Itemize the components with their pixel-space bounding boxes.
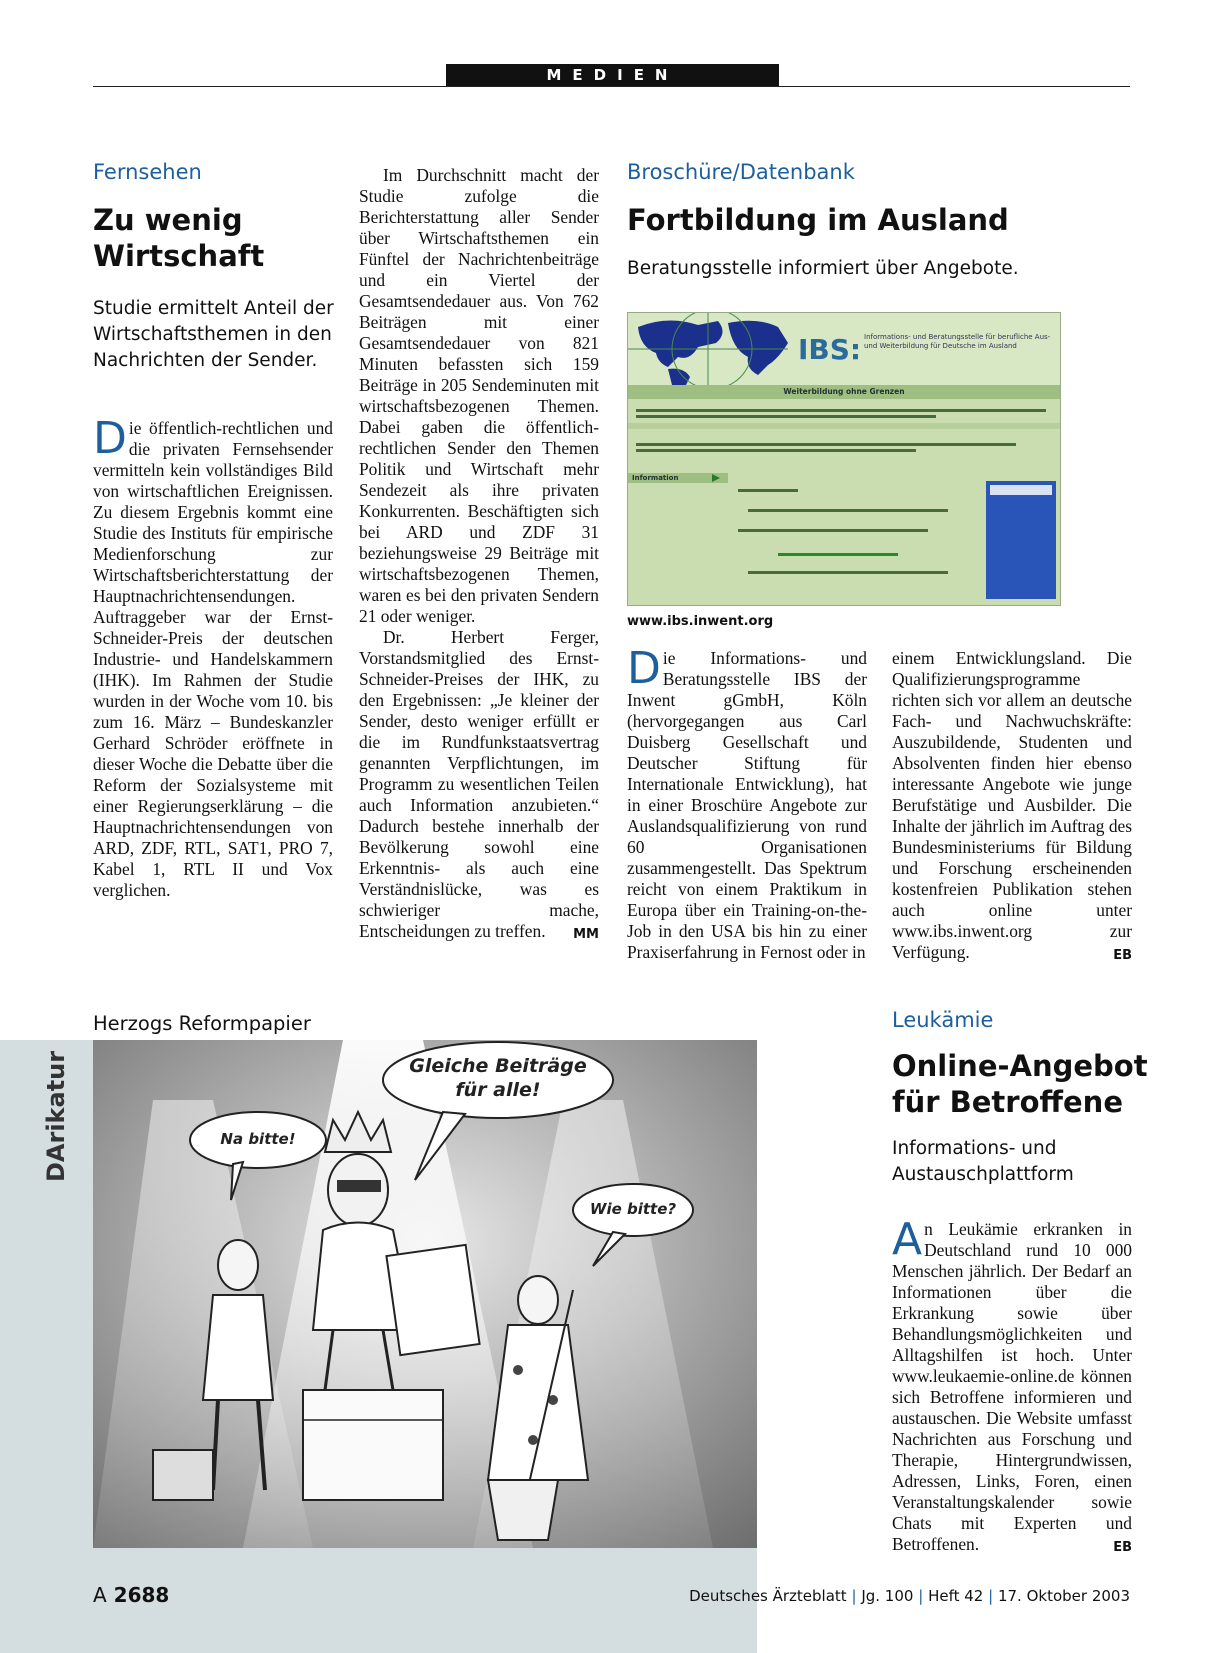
article1-column1 [93, 413, 333, 901]
article2-signature: EB [1113, 948, 1132, 963]
footer-info: Deutsches Ärzteblatt | Jg. 100 | Heft 42 | 17. Oktober 2003 [689, 1587, 1130, 1605]
article1-col2-para1: Im Durchschnitt macht der Studie zufolge die Berichterstattung aller Sender über Wirtschaftsthemen ein Fünftel der Nachrichtenbeiträge und ein Viertel der Gesamtsendedauer aus. Von 762 Beiträgen mit einer Gesamtsendedauer von 821 Minuten befassten sich 159 Beiträge in 205 Sendeminuten mit wirtschaftsbezogenen Themen. Dabei gaben die öffentlich-rechtlichen Sender den Themen Politik und Wirtschaft mehr Sendezeit als ihre privaten Konkurrenten. Beschäftigten sich bei ARD und ZDF 31 beziehungsweise 29 Beiträge mit wirtschaftsbezogenen Themen, waren es bei den privaten Sendern 21 oder weniger. [359, 165, 599, 626]
article2-column1 [627, 643, 867, 963]
cartoon-title: Herzogs Reformpapier [93, 1012, 311, 1035]
article3-headline [892, 1048, 1148, 1120]
header-rule [93, 86, 1130, 87]
article3-text [892, 1214, 1132, 1555]
bubble-center-text: Gleiche Beiträge für alle! [409, 1055, 587, 1101]
footer-volume: Jg. 100 [861, 1587, 914, 1605]
article3-signature: EB [1113, 1540, 1132, 1555]
darikatur-logo [40, 1050, 80, 1182]
article1-col1-text: ie öffentlich-rechtlichen und die privaten Fernsehsender vermitteln kein vollständiges Bild von wirtschaftlichen Ereignissen. Zu diesem Ergebnis kommt eine Studie des Instituts für empirische Medienforschung zur Wirtschaftsberichterstattung der Hauptnachrichtensendungen. Auftraggeber war der Ernst-Schneider-Preis der deutschen Industrie- und Handelskammern (IHK). Im Rahmen der Studie wurden in der Woche vom 10. bis zum 16. März – Bundeskanzler Gerhard Schröder eröffnete in dieser Woche die Debatte über die Reform der Sozialsysteme mit einer Regierungserklärung – die Hauptnachrichtensendungen von ARD, ZDF, RTL, SAT1, PRO 7, Kabel 1, RTL II und Vox verglichen. [93, 418, 333, 900]
footer-journal: Deutsches Ärzteblatt [689, 1587, 847, 1605]
bubble-left-text: Na bitte! [220, 1130, 296, 1148]
article3-dropcap: A [892, 1214, 923, 1265]
ibs-banner: Weiterbildung ohne Grenzen [783, 387, 905, 396]
article3-headline-line2: für Betroffene [892, 1085, 1123, 1119]
ibs-tagline: Informations- und Beratungsstelle für berufliche Aus- und Weiterbildung für Deutsche im Ausland [864, 333, 1051, 350]
article3-kicker: Leukämie [892, 1008, 994, 1032]
article3-text-body: n Leukämie erkranken in Deutschland rund 10 000 Menschen jährlich. Der Bedarf an Informationen über die Erkrankung sowie über Behandlungsmöglichkeiten und Alltagshilfen ist hoch. Unter www.leukaemie-online.de können sich Betroffene informieren und austauschen. Die Website umfasst Nachrichten aus Forschung und Therapie, Hintergrundwissen, Adressen, Links, Foren, einen Veranstaltungskalender sowie Chats mit Experten und Betroffenen. [892, 1219, 1132, 1554]
article1-signature: MM [573, 927, 599, 942]
article2-column2 [892, 648, 1132, 966]
article2-col2-text-body: einem Entwicklungsland. Die Qualifizierungsprogramme richten sich vor allem an deutsche Fach- und Nachwuchskräfte: Auszubildende, Studenten und Absolventen finden hier ebenso interessante Angebote wie junge Berufstätige und Ausbilder. Die Inhalte der jährlich im Auftrag des Bundesministeriums für Bildung und Forschung erscheinenden kostenfreien Publikation stehen auch online unter www.ibs.inwent.org zur Verfügung. [892, 648, 1133, 962]
page-prefix: A [93, 1583, 107, 1607]
article2-col2-text [892, 648, 1132, 963]
footer-date: 17. Oktober 2003 [997, 1587, 1130, 1605]
article1-col2-para2-text: Dr. Herbert Ferger, Vorstandsmitglied des Ernst-Schneider-Preises der IHK, zu den Ergebnissen: „Je kleiner der Sender, desto weniger erfüllt er die im Rundfunkstaatsvertrag genannten Verpflichtungen, im Programm zu wesentlichen Teilen auch Information anzubieten.“ Dadurch bestehe innerhalb der Bevölkerung sowohl eine Erkenntnis- als auch eine Verständnislücke, was es schwieriger mache, Entscheidungen zu treffen. [359, 627, 599, 941]
article1-headline-line1: Zu wenig [93, 203, 243, 237]
ibs-logo: IBS: [798, 333, 862, 366]
article3-headline-line1: Online-Angebot [892, 1049, 1148, 1083]
article3-deck: Informations- und Austauschplattform [892, 1138, 1074, 1185]
brochure-cover-image [986, 481, 1056, 599]
article1-col2-para2 [359, 627, 599, 942]
article1-dropcap: D [93, 413, 127, 464]
section-label: MEDIEN [446, 64, 779, 86]
page-number-value: 2688 [113, 1583, 170, 1607]
cartoon-drawing [93, 1040, 757, 1548]
article1-column2 [359, 165, 599, 945]
article1-kicker: Fernsehen [93, 160, 202, 184]
ibs-website-screenshot [627, 312, 1061, 606]
cartoon-illustration [93, 1040, 757, 1548]
page-number [93, 1583, 169, 1607]
article1-headline-line2: Wirtschaft [93, 239, 265, 273]
article2-dropcap: D [627, 643, 661, 694]
ibs-menu-information: Information [632, 474, 679, 482]
article2-kicker: Broschüre/Datenbank [627, 160, 855, 184]
article3-column [892, 1214, 1132, 1558]
article2-headline: Fortbildung im Ausland [627, 203, 1009, 237]
article1-deck: Studie ermittelt Anteil der Wirtschaftsthemen in den Nachrichten der Sender. [93, 298, 334, 371]
article2-col1-text: ie Informations- und Beratungsstelle IBS der Inwent gGmbH, Köln (hervorgegangen aus Carl Duisberg Gesellschaft und Deutscher Stiftung für Internationale Entwicklung), hat in einer Broschüre Angebote zur Auslandsqualifizierung von rund 60 Organisationen zusammengestellt. Das Spektrum reicht von einem Praktikum in Europa über ein Training-on-the-Job in den USA bis hin zu einer Praxiserfahrung in Fernost oder in [627, 648, 867, 962]
darikatur-logo-text: DArikatur [42, 1050, 70, 1182]
article2-deck: Beratungsstelle informiert über Angebote. [627, 258, 1019, 279]
bubble-right-text: Wie bitte? [589, 1200, 677, 1218]
article1-headline [93, 202, 264, 274]
ibs-caption: www.ibs.inwent.org [627, 614, 774, 629]
footer-issue: Heft 42 [928, 1587, 984, 1605]
